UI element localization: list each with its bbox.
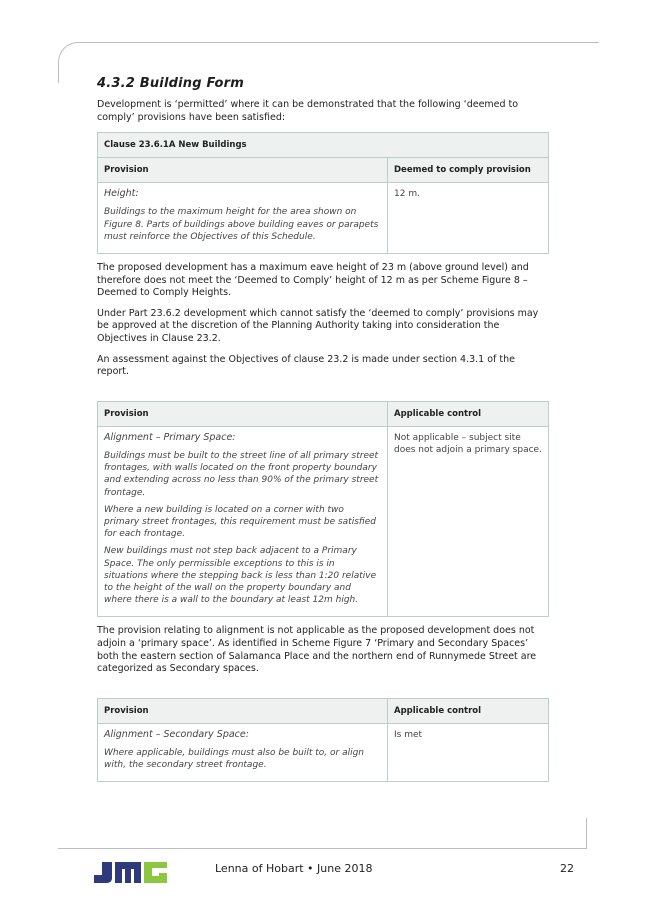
table-secondary-space <box>97 698 549 783</box>
section-intro: Development is ‘permitted’ where it can be demonstrated that the following ‘deemed to comply’ provisions have been satisfied: <box>97 99 519 123</box>
document-content <box>97 76 549 782</box>
page-number: 22 <box>560 862 574 875</box>
paragraph: An assessment against the Objectives of clause 23.2 is made under section 4.3.1 of the report. <box>97 353 516 378</box>
provision-text: Where applicable, buildings must also be built to, or align with, the secondary street frontage. <box>104 747 365 771</box>
section-heading: 4.3.2 Building Form <box>97 76 245 91</box>
provision-title: Alignment – Secondary Space: <box>104 728 249 740</box>
column-header-applicable: Applicable control <box>388 401 549 426</box>
page-frame-right <box>586 818 587 848</box>
provision-title: Alignment – Primary Space: <box>104 431 236 443</box>
provision-text: New buildings must not step back adjacent to a Primary Space. The only permissible exceptions to this is in situations where the stepping back is less than 1:20 relative to the height of the wall on the property boundary and where there is a wall to the boundary at least 12m high. <box>104 546 377 606</box>
paragraph: Under Part 23.6.2 development which cannot satisfy the ‘deemed to comply’ provisions may be approved at the discretion of the Planning Authority taking into consideration the Objectives in Clause 23.2. <box>97 307 539 344</box>
footer-title: Lenna of Hobart • June 2018 <box>215 862 373 875</box>
column-header-applicable: Applicable control <box>388 698 549 723</box>
provision-cell <box>98 183 388 254</box>
deemed-value: 12 m. <box>388 183 549 254</box>
assessment-paragraphs <box>97 262 549 379</box>
jmg-logo <box>90 860 170 884</box>
provision-cell <box>98 723 388 782</box>
column-header-deemed: Deemed to comply provision <box>388 158 549 183</box>
column-header-provision: Provision <box>98 698 388 723</box>
table-new-buildings <box>97 132 549 254</box>
table-row <box>98 723 549 782</box>
table-row <box>98 426 549 617</box>
provision-text: Buildings to the maximum height for the area shown on Figure 8. Parts of buildings above building eaves or parapets must reinforce the Objectives of this Schedule. <box>104 207 379 242</box>
provision-text: Buildings must be built to the street line of all primary street frontages, with walls located on the front property boundary and extending across no less than 90% of the primary street frontage. <box>104 450 379 498</box>
page-frame-bottom <box>58 848 587 849</box>
table-row <box>98 183 549 254</box>
table-primary-space <box>97 401 549 618</box>
provision-title: Height: <box>104 188 139 200</box>
paragraph: The provision relating to alignment is not applicable as the proposed development does not adjoin a ‘primary space’. As identified in Scheme Figure 7 ‘Primary and Secondary Spaces’ both the eastern section of Salamanca Place and the northern end of Runnymede Street are categorized as Secondary spaces. <box>97 625 537 675</box>
provision-text: Where a new building is located on a corner with two primary street frontages, this requirement must be satisfied for each frontage. <box>104 504 376 540</box>
paragraph: The proposed development has a maximum eave height of 23 m (above ground level) and therefore does not meet the ‘Deemed to Comply’ height of 12 m as per Scheme Figure 8 – Deemed to Comply Heights. <box>97 262 529 299</box>
applicable-value: Is met <box>388 723 549 782</box>
table-caption: Clause 23.6.1A New Buildings <box>98 133 549 158</box>
column-header-provision: Provision <box>98 158 388 183</box>
column-header-provision: Provision <box>98 401 388 426</box>
provision-cell <box>98 426 388 617</box>
applicable-value: Not applicable – subject site does not adjoin a primary space. <box>388 426 549 617</box>
